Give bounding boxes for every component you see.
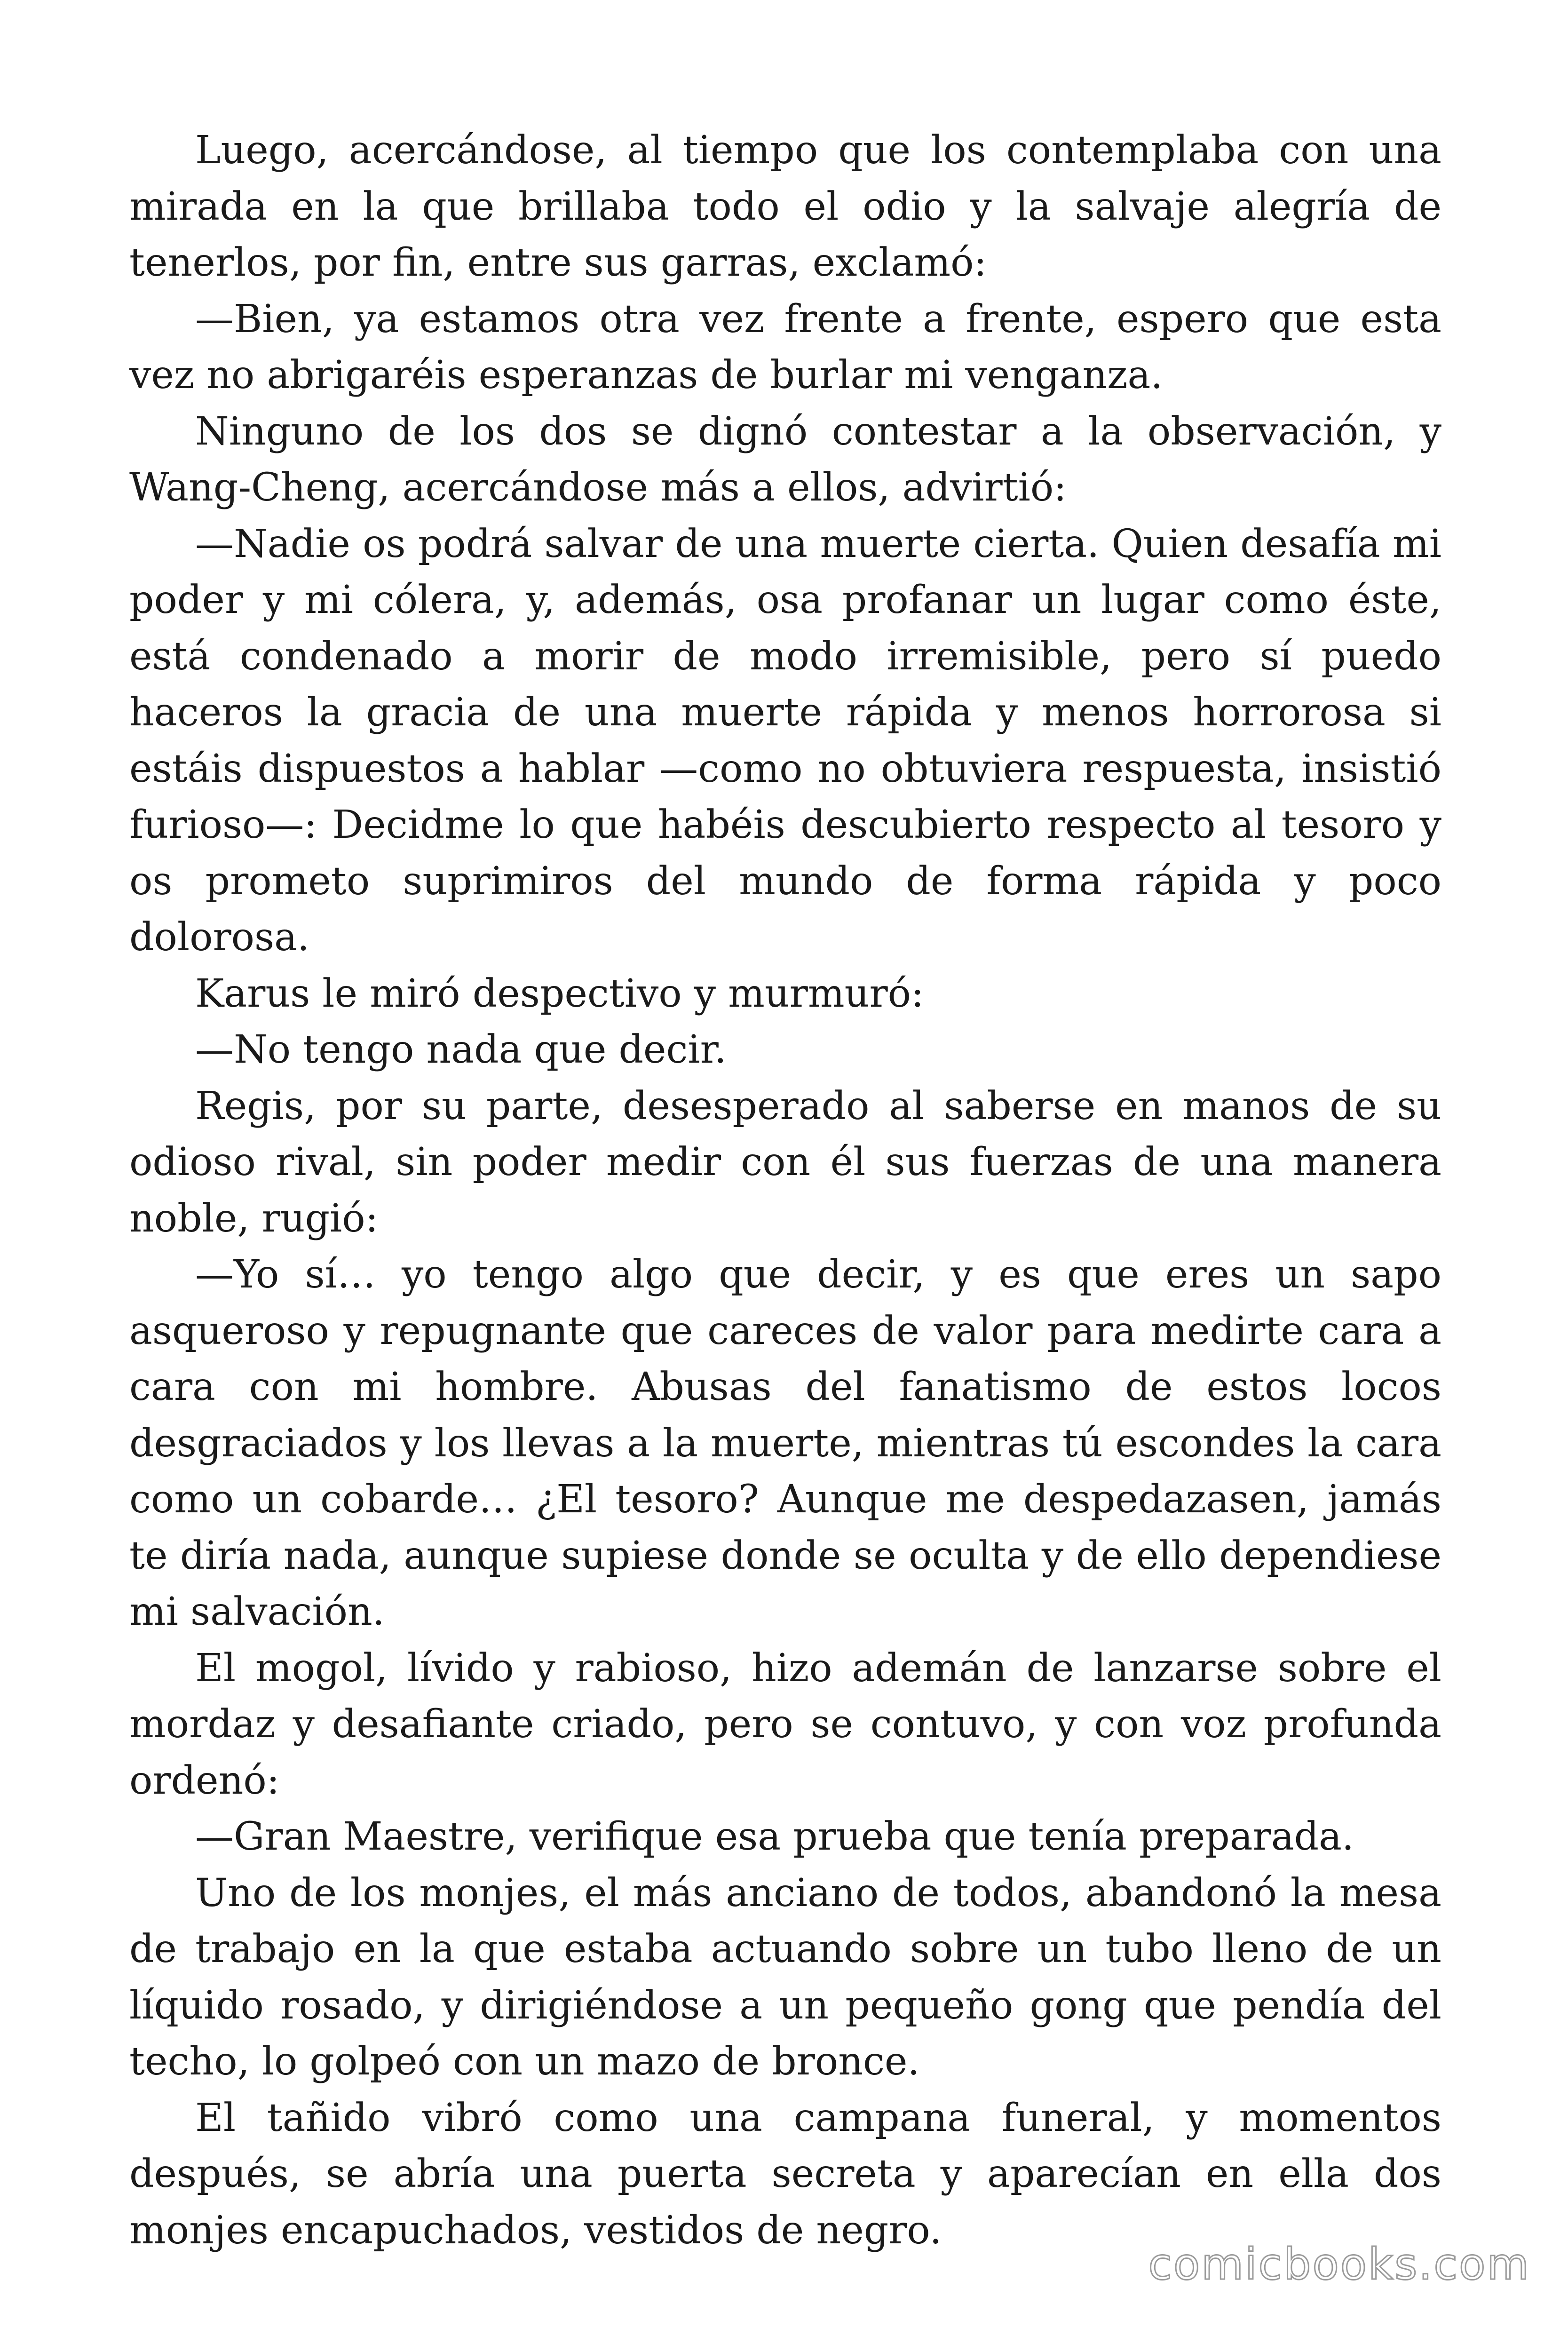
paragraph: Karus le miró despectivo y murmuró: [195, 971, 924, 1016]
paragraph: —Yo sí… yo tengo algo que decir, y es que eres un sapo asqueroso y repugnante que careces de valor para medirte cara a cara con mi hombre. Abusas del fanatismo de estos locos desgraciados y los llevas a la muerte, mientras tú escondes la cara como un cobarde… ¿El tesoro? Aunque me despedazasen, jamás te diría nada, aunque supiese donde se oculta y de ello dependiese mi salvación. [129, 1252, 1441, 1634]
paragraph: El mogol, lívido y rabioso, hizo ademán de lanzarse sobre el mordaz y desafiante criado, pero se contuvo, y con voz profunda ordenó: [129, 1645, 1441, 1803]
paragraph: —Nadie os podrá salvar de una muerte cierta. Quien desafía mi poder y mi cólera, y, además, osa profanar un lugar como éste, está condenado a morir de modo irremisible, pero sí puedo haceros la gracia de una muerte rápida y menos horrorosa si estáis dispuestos a hablar —como no obtuviera respuesta, insistió furioso—: Decidme lo que habéis descubierto respecto al tesoro y os prometo suprimiros del mundo de forma rápida y poco dolorosa. [129, 521, 1441, 960]
paragraph: —Gran Maestre, verifique esa prueba que tenía preparada. [195, 1814, 1354, 1859]
paragraph: Uno de los monjes, el más anciano de todos, abandonó la mesa de trabajo en la que estaba actuando sobre un tubo lleno de un líquido rosado, y dirigiéndose a un pequeño gong que pendía del techo, lo golpeó con un mazo de bronce. [129, 1870, 1441, 2084]
paragraph: El tañido vibró como una campana funeral, y momentos después, se abría una puerta secreta y aparecían en ella dos monjes encapuchados, vestidos de negro. [129, 2095, 1441, 2253]
watermark-text: comicbooks.com [1148, 2239, 1530, 2289]
paragraph: —No tengo nada que decir. [195, 1027, 727, 1072]
paragraph: Regis, por su parte, desesperado al saberse en manos de su odioso rival, sin poder medir con él sus fuerzas de una manera noble, rugió: [129, 1083, 1441, 1241]
paragraph: Luego, acercándose, al tiempo que los contemplaba con una mirada en la que brillaba todo el odio y la salvaje alegría de tenerlos, por fin, entre sus garras, exclamó: [129, 128, 1441, 285]
paragraph: —Bien, ya estamos otra vez frente a frente, espero que esta vez no abrigaréis esperanzas de burlar mi venganza. [129, 296, 1441, 397]
book-page-text [129, 122, 1441, 2258]
paragraph: Ninguno de los dos se dignó contestar a la observación, y Wang-Cheng, acercándose más a ellos, advirtió: [129, 409, 1441, 510]
